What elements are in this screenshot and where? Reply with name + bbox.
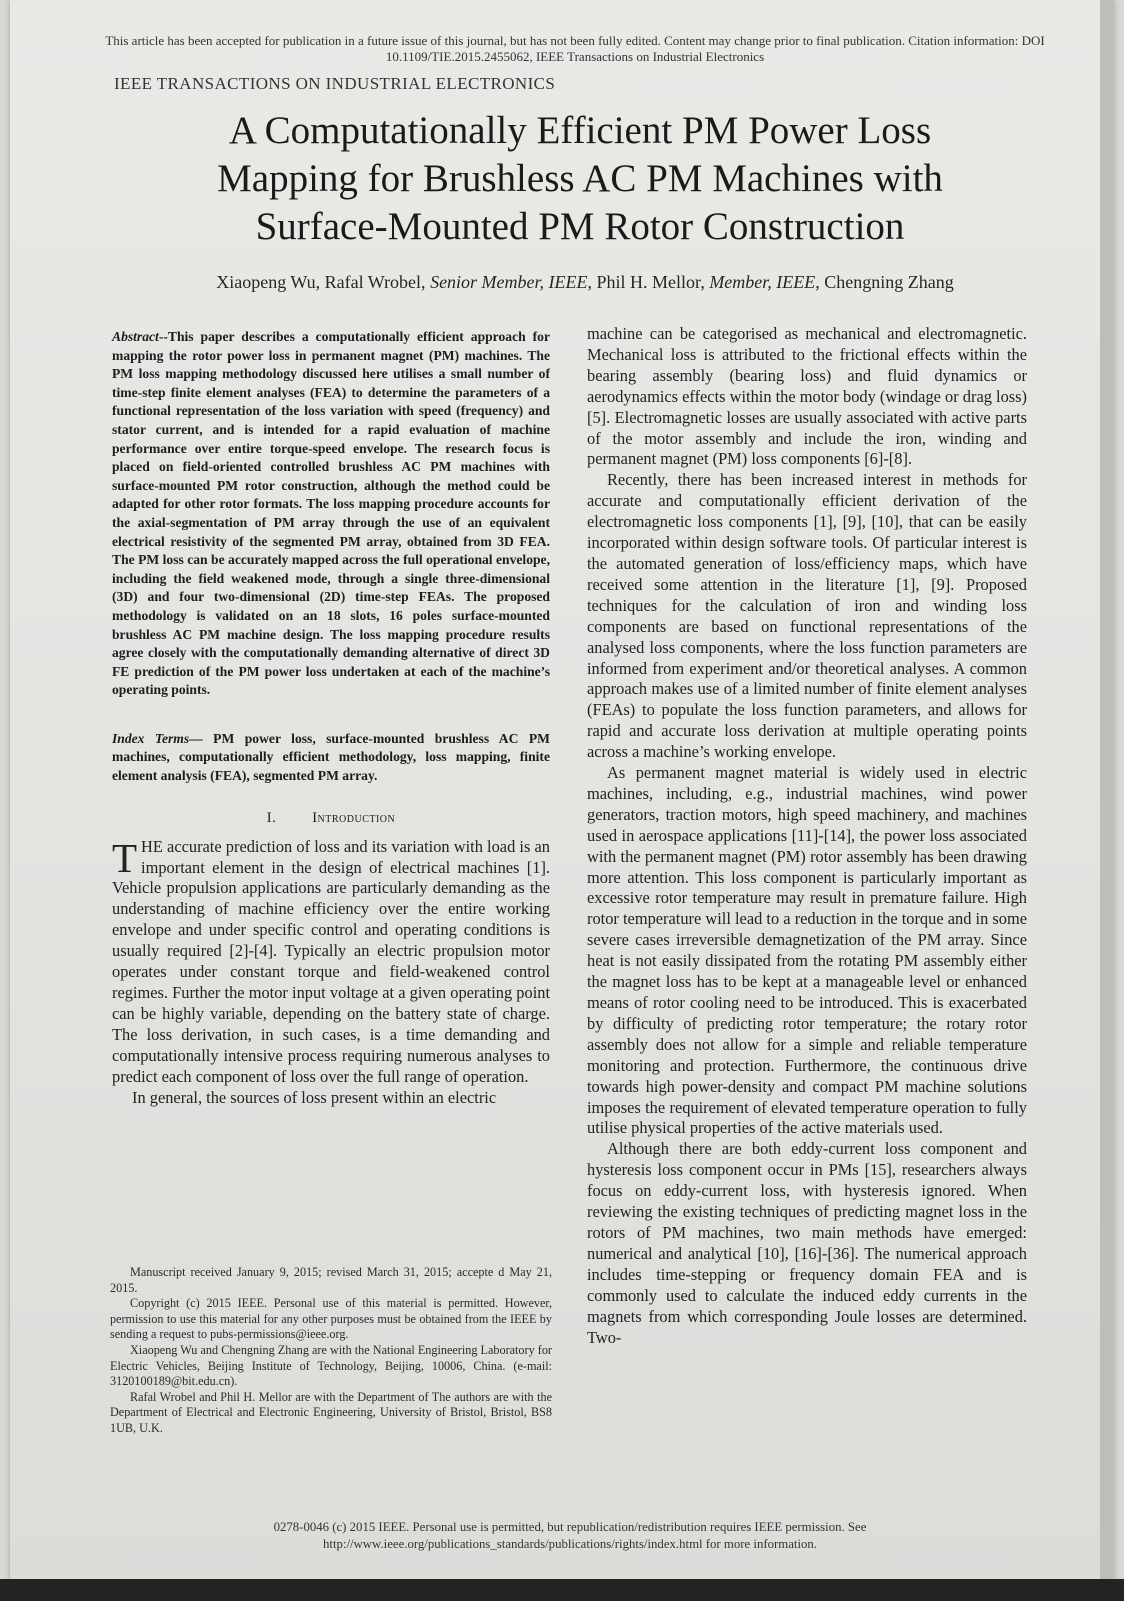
abstract-lead: Abstract [112,329,159,344]
footnote-affiliation-1: Xiaopeng Wu and Chengning Zhang are with the National Engineering Laboratory for Electric Vehicles, Beijing Institute of Technology, Beijing, 10006, China. (e-mail: 3120100189@bit.edu.cn). [110,1342,552,1389]
paper-page [10,0,1114,1601]
left-column [112,328,550,1108]
scan-bottom-edge [0,1579,1124,1601]
footnote-manuscript: Manuscript received January 9, 2015; revised March 31, 2015; accepte d May 21, 2015. [110,1265,552,1295]
index-terms-lead: Index Terms [112,730,190,746]
abstract-text: --This paper describes a computationally efficient approach for mapping the rotor power loss in permanent magnet (PM) machines. The PM loss mapping methodology discussed here utilises a small number of time-step finite element analyses (FEA) to determine the parameters of a functional representation of the loss variation with speed (frequency) and stator current, and is intended for a rapid evaluation of machine performance over entire torque-speed envelope. The research focus is placed on field-oriented controlled brushless AC PM machines with surface-mounted PM rotor construction, although the method could be adapted for other rotor formats. The loss mapping procedure accounts for the axial-segmentation of PM array through the use of an equivalent electrical resistivity of the segmented PM array, obtained from 3D FEA. The PM loss can be accurately mapped across the full operational envelope, including the field weakened mode, through a single three-dimensional (3D) and four two-dimensional (2D) time-step FEAs. The proposed methodology is validated on an 18 slots, 16 poles surface-mounted brushless AC PM machine design. The loss mapping procedure results agree closely with the computationally demanding alternative of direct 3D FE prediction of the PM power loss undertaken at each of the machine’s operating points. [112,329,550,698]
acceptance-notice [40,33,1110,65]
journal-name: IEEE TRANSACTIONS ON INDUSTRIAL ELECTRONICS [114,74,556,93]
section-heading [112,810,550,827]
footer-line-2: http://www.ieee.org/publications_standards/publications/rights/index.html for more information. [322,1537,818,1551]
page-edge-shadow [1100,0,1114,1601]
title-line-3: Surface-Mounted PM Rotor Construction [255,205,905,248]
title-line-1: A Computationally Efficient PM Power Loss [228,109,932,152]
notice-line-2: 10.1109/TIE.2015.2455062, IEEE Transactions on Industrial Electronics [385,49,765,64]
index-terms [112,730,550,786]
author-text-1: Xiaopeng Wu, Rafal Wrobel, [216,272,431,292]
footnote-affiliation-2: Rafal Wrobel and Phil H. Mellor are with the Department of The authors are with the Department of Electrical and Electronic Engineering, University of Bristol, Bristol, BS8 1UB, U.K. [110,1389,552,1435]
drop-cap: T [112,834,138,881]
title-line-2: Mapping for Brushless AC PM Machines with [217,157,943,200]
abstract [112,328,550,700]
index-terms-text: — PM power loss, surface-mounted brushless AC PM machines, computationally efficient methodology, loss mapping, finite element analysis (FEA), segmented PM array. [112,730,551,784]
intro-paragraph-1 [112,834,550,1088]
copyright-footer [130,1519,1010,1553]
notice-line-1: This article has been accepted for publication in a future issue of this journal, but has not been fully edited. Content may change prior to final publication. Citation information: DOI [105,33,1045,48]
section-title: Introduction [312,809,396,826]
intro-p1-text: HE accurate prediction of loss and its variation with load is an important element in the design of electrical machines [1]. Vehicle propulsion applications are particularly demanding as the understanding of machine efficiency over the entire working envelope and under specific control and operating conditions is usually required [2]-[4]. Typically an electric propulsion motor operates under constant torque and field-weakened control regimes. Further the motor input voltage at a given operating point can be highly variable, depending on the battery state of charge. The loss derivation, in such cases, is a time demanding and computationally intensive process requiring numerous analyses to predict each component of loss over the full range of operation. [112,836,550,1086]
author-role-1: Senior Member, IEEE [430,272,588,292]
footnote-copyright: Copyright (c) 2015 IEEE. Personal use of this material is permitted. However, permission to use this material for any other purposes must be obtained from the IEEE by sending a request to pubs-permissions@ieee.org. [110,1296,552,1342]
author-list [110,272,1060,293]
introduction-text [112,834,550,1109]
right-paragraph-2: Recently, there has been increased interest in methods for accurate and computationally efficient derivation of the electromagnetic loss components [1], [9], [10], that can be easily incorporated within design software tools. Of particular interest is the automated generation of loss/efficiency maps, which have received some attention in the literature [1], [9]. Proposed techniques for the calculation of iron and winding loss components are based on functional representations of the analysed loss components, where the loss function parameters are informed from experiment and/or theoretical analyses. A common approach makes use of a limited number of finite element analyses (FEAs) to populate the loss function parameters, and allows for rapid and accurate loss derivation at multiple operating points across a machine’s working envelope. [587,470,1027,762]
intro-paragraph-2: In general, the sources of loss present within an electric [132,1087,497,1107]
section-number: I. [266,809,277,826]
footnotes [110,1265,552,1437]
right-column [587,324,1027,1348]
right-paragraph-3: As permanent magnet material is widely used in electric machines, including, e.g., industrial machines, wind power generators, traction motors, high speed machinery, and machines used in aerospace applications [11]-[14], the power loss associated with the permanent magnet (PM) rotor assembly has been drawing more attention. This loss component is particularly important as excessive rotor temperature may result in premature failure. High rotor temperature will lead to a reduction in the torque and in some severe cases irreversible demagnetization of the PM array. Since heat is not easily dissipated from the rotating PM assembly either the magnet loss has to be kept at a manageable level or enhanced means of rotor cooling need to be introduced. This is exacerbated by difficulty of predicting rotor temperature; the rotary rotor assembly does not allow for a simple and reliable temperature monitoring and protection. Furthermore, the continuous drive towards high power-density and compact PM machine solutions imposes the requirement of elevated temperature operation to fully utilise physical properties of the active materials used. [587,763,1027,1138]
author-role-2: Member, IEEE [709,272,816,292]
right-paragraph-4: Although there are both eddy-current loss component and hysteresis loss component occur in PMs [15], researchers always focus on eddy-current loss, with hysteresis ignored. When reviewing the existing techniques of predicting magnet loss in the rotors of PM machines, two main methods have emerged: numerical and analytical [10], [16]-[36]. The numerical approach includes time-stepping or frequency domain FEA and is commonly used to calculate the induced eddy currents in the magnets from which corresponding Joule losses are determined. Two- [587,1139,1027,1347]
footer-line-1: 0278-0046 (c) 2015 IEEE. Personal use is permitted, but republication/redistribution requires IEEE permission. See [273,1520,867,1534]
author-text-3: , Chengning Zhang [815,272,954,292]
right-paragraph-1: machine can be categorised as mechanical and electromagnetic. Mechanical loss is attributed to the frictional effects within the bearing assembly (bearing loss) and fluid dynamics or aerodynamics effects within the motor body (windage or drag loss) [5]. Electromagnetic losses are usually associated with active parts of the motor assembly and include the iron, winding and permanent magnet (PM) loss components [6]-[8]. [587,324,1027,469]
paper-title [150,107,1010,251]
author-text-2: , Phil H. Mellor, [587,272,710,292]
